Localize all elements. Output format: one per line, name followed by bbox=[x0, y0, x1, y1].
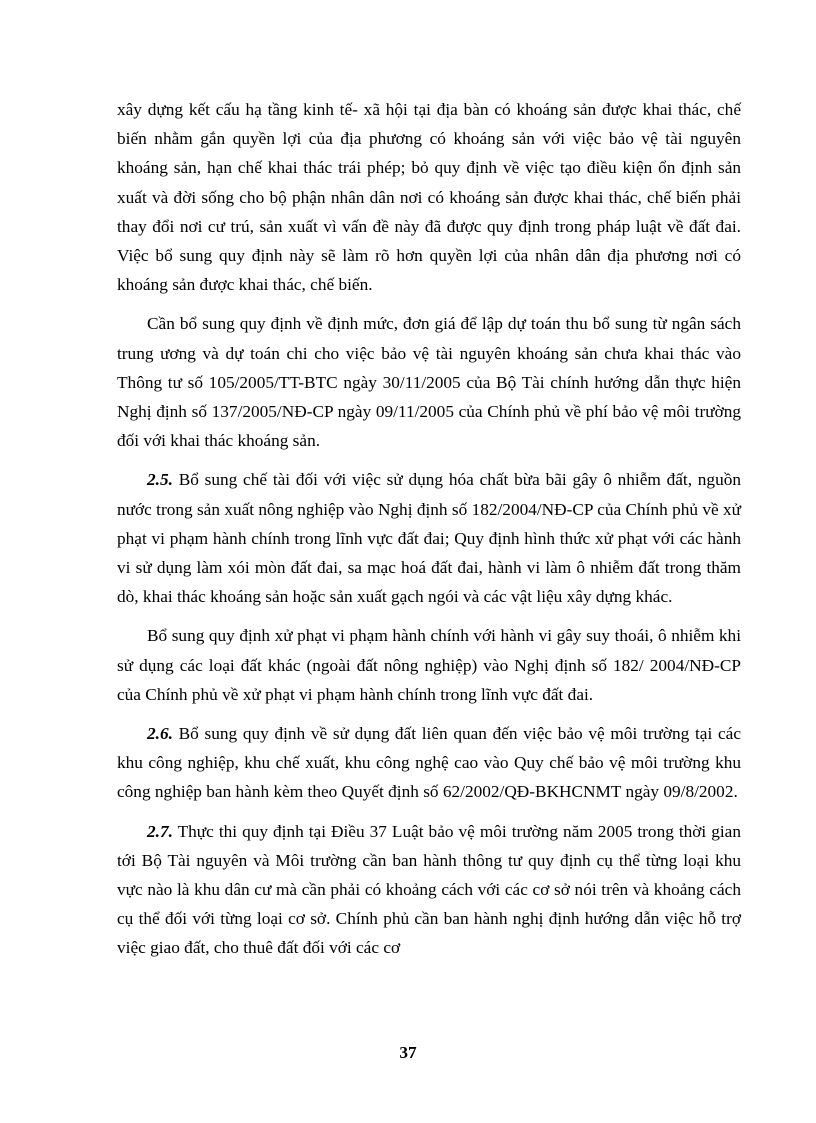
page-number: 37 bbox=[399, 1043, 417, 1062]
paragraph-2-7 bbox=[117, 817, 741, 963]
paragraph-text: Thực thi quy định tại Điều 37 Luật bảo vệ môi trường năm 2005 trong thời gian tới Bộ Tài nguyên và Môi trường cần ban hành thông tư quy định cụ thể từng loại khu vực nào là khu dân cư mà cần phải có khoảng cách với các cơ sở nói trên và khoảng cách cụ thể đối với từng loại cơ sở. Chính phủ cần ban hành nghị định hướng dẫn việc hỗ trợ việc giao đất, cho thuê đất đối với các cơ bbox=[117, 821, 741, 958]
section-number: 2.5. bbox=[147, 470, 173, 490]
paragraph-text: Bổ sung quy định về sử dụng đất liên quan đến việc bảo vệ môi trường tại các khu công nghiệp, khu chế xuất, khu công nghệ cao vào Quy chế bảo vệ môi trường khu công nghiệp ban hành kèm theo Quyết định số 62/2002/QĐ-BKHCNMT ngày 09/8/2002. bbox=[117, 724, 741, 802]
section-number: 2.7. bbox=[147, 821, 173, 841]
paragraph-2-6 bbox=[117, 719, 741, 807]
paragraph-budget bbox=[117, 309, 741, 455]
paragraph-2-5 bbox=[117, 465, 741, 611]
document-body bbox=[117, 95, 741, 973]
section-number: 2.6. bbox=[147, 724, 173, 744]
paragraph-continuation bbox=[117, 95, 741, 299]
paragraph-penalty bbox=[117, 621, 741, 709]
paragraph-text: Cần bổ sung quy định về định mức, đơn giá để lập dự toán thu bổ sung từ ngân sách trung ương và dự toán chi cho việc bảo vệ tài nguyên khoáng sản chưa khai thác vào Thông tư số 105/2005/TT-BTC ngày 30/11/2005 của Bộ Tài chính hướng dẫn thực hiện Nghị định số 137/2005/NĐ-CP ngày 09/11/2005 của Chính phủ về phí bảo vệ môi trường đối với khai thác khoáng sản. bbox=[117, 314, 741, 451]
paragraph-text: xây dựng kết cấu hạ tầng kinh tế- xã hội tại địa bàn có khoáng sản được khai thác, chế biến nhằm gắn quyền lợi của địa phương có khoáng sản với việc bảo vệ tài nguyên khoáng sản, hạn chế khai thác trái phép; bỏ quy định về việc tạo điều kiện ổn định sản xuất và đời sống cho bộ phận nhân dân nơi có khoáng sản được khai thác, chế biến phải thay đổi nơi cư trú, sản xuất vì vấn đề này đã được quy định trong pháp luật về đất đai. Việc bổ sung quy định này sẽ làm rõ hơn quyền lợi của nhân dân địa phương nơi có khoáng sản được khai thác, chế biến. bbox=[117, 100, 741, 295]
paragraph-text: Bổ sung quy định xử phạt vi phạm hành chính với hành vi gây suy thoái, ô nhiễm khi sử dụng các loại đất khác (ngoài đất nông nghiệp) vào Nghị định số 182/ 2004/NĐ-CP của Chính phủ về xử phạt vi phạm hành chính trong lĩnh vực đất đai. bbox=[117, 626, 741, 704]
paragraph-text: Bổ sung chế tài đối với việc sử dụng hóa chất bừa bãi gây ô nhiễm đất, nguồn nước trong sản xuất nông nghiệp vào Nghị định số 182/2004/NĐ-CP của Chính phủ về xử phạt vi phạm hành chính trong lĩnh vực đất đai; Quy định hình thức xử phạt với các hành vi sử dụng làm xói mòn đất đai, sa mạc hoá đất đai, hành vi làm ô nhiễm đất trong thăm dò, khai thác khoáng sản hoặc sản xuất gạch ngói và các vật liệu xây dựng khác. bbox=[117, 470, 741, 607]
